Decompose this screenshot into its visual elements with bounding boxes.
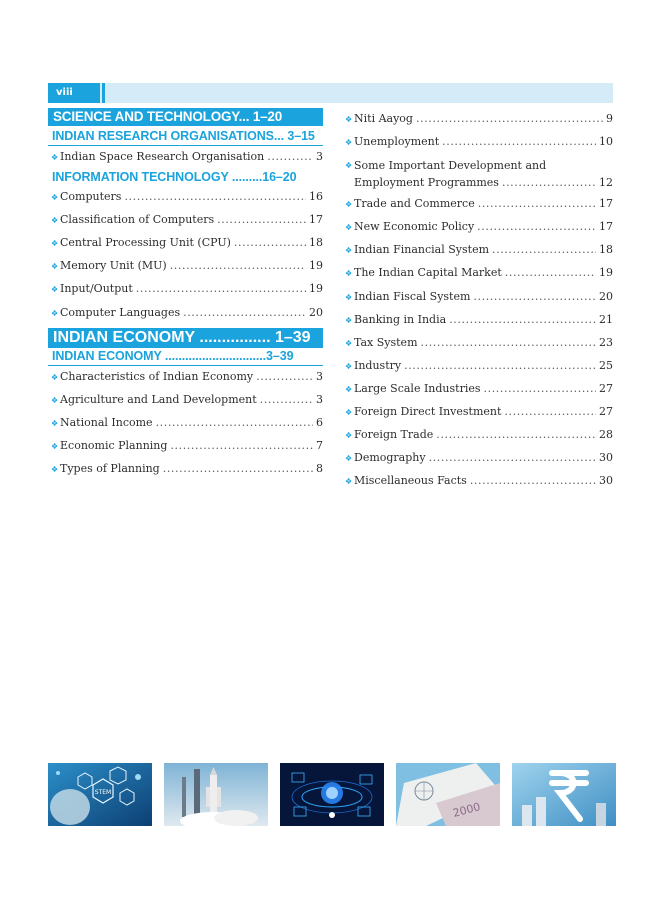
rocket-image xyxy=(164,763,268,826)
toc-entry[interactable]: ❖ Miscellaneous Facts ..... 30 xyxy=(342,470,613,493)
toc-entry[interactable]: ❖ Niti Aayog ..... 9 xyxy=(342,108,613,131)
bullet-icon: ❖ xyxy=(345,246,353,256)
toc-entry[interactable]: ❖ Unemployment ..... 10 xyxy=(342,131,613,154)
toc-entry[interactable]: ❖ Demography ..... 30 xyxy=(342,447,613,470)
bullet-icon: ❖ xyxy=(345,338,353,348)
toc-entry[interactable]: ❖ Indian Financial System ..... 18 xyxy=(342,239,613,262)
bullet-icon: ❖ xyxy=(51,239,59,249)
toc-entry[interactable]: ❖ Computers ..... 16 xyxy=(48,186,323,209)
bullet-icon: ❖ xyxy=(51,372,59,382)
bullet-icon: ❖ xyxy=(345,408,353,418)
bullet-icon: ❖ xyxy=(345,223,353,233)
toc-entry[interactable]: ❖ Indian Fiscal System ..... 20 xyxy=(342,286,613,309)
toc-entry[interactable]: ❖ New Economic Policy ..... 17 xyxy=(342,216,613,239)
rupee-image xyxy=(512,763,616,826)
bullet-icon: ❖ xyxy=(345,292,353,302)
bullet-icon: ❖ xyxy=(345,361,353,371)
bullet-icon: ❖ xyxy=(345,115,353,124)
toc-entry[interactable]: ❖ Large Scale Industries ..... 27 xyxy=(342,378,613,401)
bullet-icon: ❖ xyxy=(51,441,59,451)
toc-entry[interactable]: ❖ Tax System ..... 23 xyxy=(342,332,613,355)
toc-entry[interactable]: ❖ National Income ..... 6 xyxy=(48,412,323,435)
right-column xyxy=(342,108,613,493)
thumbnail-strip xyxy=(48,763,613,826)
stem-image xyxy=(48,763,152,826)
bullet-icon: ❖ xyxy=(51,395,59,405)
bullet-icon: ❖ xyxy=(51,216,59,226)
bullet-icon: ❖ xyxy=(345,269,353,279)
bullet-icon: ❖ xyxy=(345,477,353,487)
toc-entry[interactable]: ❖ Types of Planning ..... 8 xyxy=(48,458,323,481)
toc-entry[interactable]: ❖ Foreign Trade ..... 28 xyxy=(342,424,613,447)
bullet-icon: ❖ xyxy=(345,454,353,464)
bullet-icon: ❖ xyxy=(345,384,353,394)
bullet-icon: ❖ xyxy=(51,465,59,475)
bullet-icon: ❖ xyxy=(51,285,59,295)
toc-entry[interactable]: ❖ Characteristics of Indian Economy ..... 3 xyxy=(48,366,323,389)
section-banner-economy[interactable]: INDIAN ECONOMY ................ 1–39 xyxy=(48,328,323,348)
bullet-icon: ❖ xyxy=(51,153,59,162)
bullet-icon: ❖ xyxy=(345,138,353,148)
toc-entry[interactable]: ❖ Banking in India ..... 21 xyxy=(342,309,613,332)
bullet-icon: ❖ xyxy=(51,418,59,428)
stem-label: STEM xyxy=(94,789,112,796)
bullet-icon: ❖ xyxy=(345,200,353,210)
toc-entry[interactable]: ❖ Memory Unit (MU) ..... 19 xyxy=(48,255,323,278)
bullet-icon: ❖ xyxy=(345,315,353,325)
subheading-economy[interactable]: INDIAN ECONOMY ..............................3–39 xyxy=(48,348,323,366)
left-column xyxy=(48,108,323,481)
toc-entry[interactable]: ❖ Agriculture and Land Development ..... 3 xyxy=(48,389,323,412)
toc-entry[interactable]: ❖ Input/Output ..... 19 xyxy=(48,278,323,301)
toc-entry[interactable]: ❖ Foreign Direct Investment ..... 27 xyxy=(342,401,613,424)
bullet-icon: ❖ xyxy=(51,262,59,272)
toc-entry[interactable]: ❖ Central Processing Unit (CPU) ..... 18 xyxy=(48,232,323,255)
toc-entry[interactable]: ❖ Indian Space Research Organisation ..... 3 xyxy=(48,146,323,169)
header-band xyxy=(48,83,613,103)
bullet-icon: ❖ xyxy=(51,193,59,203)
note-value: 2000 xyxy=(451,800,482,820)
currency-note-image xyxy=(396,763,500,826)
section-banner-science[interactable]: SCIENCE AND TECHNOLOGY... 1–20 xyxy=(48,108,323,126)
toc-entry[interactable]: ❖ Industry ..... 25 xyxy=(342,355,613,378)
bullet-icon: ❖ xyxy=(51,308,59,318)
toc-entry[interactable]: ❖ The Indian Capital Market ..... 19 xyxy=(342,262,613,285)
toc-entry[interactable]: ❖ Classification of Computers ..... 17 xyxy=(48,209,323,232)
bullet-icon: ❖ xyxy=(345,161,353,171)
toc-entry[interactable]: ❖ Trade and Commerce ..... 17 xyxy=(342,193,613,216)
toc-entry[interactable]: ❖ Economic Planning ..... 7 xyxy=(48,435,323,458)
toc-entry-multiline[interactable]: ❖ Some Important Development and Employment Programmes ..... 12 xyxy=(342,154,613,193)
subheading-it[interactable]: INFORMATION TECHNOLOGY .........16–20 xyxy=(52,170,297,185)
subheading-research[interactable]: INDIAN RESEARCH ORGANISATIONS... 3–15 xyxy=(48,128,323,146)
bullet-icon: ❖ xyxy=(345,431,353,441)
page-number: viii xyxy=(48,83,100,103)
toc-entry[interactable]: ❖ Computer Languages ..... 20 xyxy=(48,302,323,325)
tech-globe-image xyxy=(280,763,384,826)
